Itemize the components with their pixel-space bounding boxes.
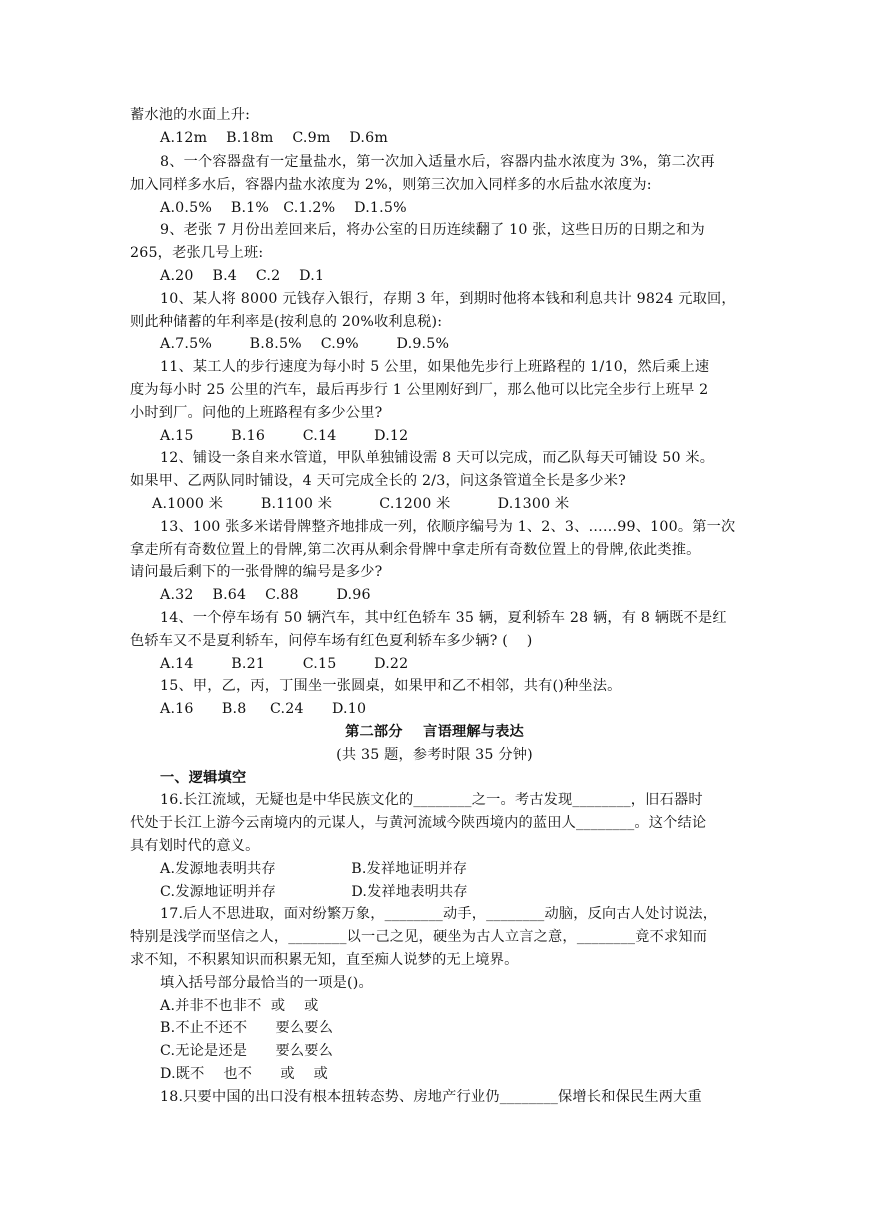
answer-options: A.0.5% B.1% C.1.2% D.1.5% xyxy=(160,200,407,216)
text-line: 求不知，不积累知识而积累无知，直至痴人说梦的无上境界。 xyxy=(130,952,519,968)
answer-options: A.15 B.16 C.14 D.12 xyxy=(160,428,409,444)
text-line: 加入同样多水后，容器内盐水浓度为 2%，则第三次加入同样多的水后盐水浓度为: xyxy=(130,177,652,193)
question-9: 9、老张 7 月份出差回来后，将办公室的日历连续翻了 10 张，这些日历的日期之和为 xyxy=(160,222,705,238)
text-line: 请问最后剩下的一张骨牌的编号是多少? xyxy=(130,564,383,580)
answer-option: B.不止不还不 要么要么 xyxy=(160,1020,334,1036)
answer-options: A.1000 米 B.1100 米 C.1200 米 D.1300 米 xyxy=(152,496,570,512)
answer-options: A.7.5% B.8.5% C.9% D.9.5% xyxy=(160,336,450,352)
text-line: 如果甲、乙两队同时铺设，4 天可完成全长的 2/3，问这条管道全长是多少米? xyxy=(130,473,626,489)
question-16: 16.长江流域，无疑也是中华民族文化的________之一。考古发现________，旧石器时 xyxy=(160,792,703,808)
question-15: 15、甲，乙，丙，丁围坐一张圆桌，如果甲和乙不相邻，共有()种坐法。 xyxy=(160,678,622,694)
answer-option: C.发源地证明并存 D.发祥地表明共存 xyxy=(160,884,468,900)
text-line: 蓄水池的水面上升: xyxy=(130,107,251,123)
answer-option: D.既不 也不 或 或 xyxy=(160,1066,329,1082)
question-prompt: 填入括号部分最恰当的一项是()。 xyxy=(160,975,373,991)
text-line: 小时到厂。问他的上班路程有多少公里? xyxy=(130,405,383,421)
section-subtitle: (共 35 题，参考时限 35 分钟) xyxy=(336,747,533,763)
question-14: 14、一个停车场有 50 辆汽车，其中红色轿车 35 辆，夏利轿车 28 辆，有 8 辆既不是红 xyxy=(160,610,727,626)
text-line: 265，老张几号上班: xyxy=(130,245,264,261)
subsection-heading: 一、逻辑填空 xyxy=(160,770,247,786)
question-17: 17.后人不思进取，面对纷繁万象，________动手，________动脑，反向古人处讨说法， xyxy=(160,906,718,922)
question-8: 8、一个容器盘有一定量盐水，第一次加入适量水后，容器内盐水浓度为 3%，第二次再 xyxy=(160,154,715,170)
text-line: 特别是浅学而坚信之人，________以一己之见，硬坐为古人立言之意，________竟不求知而 xyxy=(130,929,708,945)
text-line: 则此种储蓄的年利率是(按利息的 20%收利息税): xyxy=(130,314,443,330)
question-18: 18.只要中国的出口没有根本扭转态势、房地产行业仍________保增长和保民生两大重 xyxy=(160,1089,702,1105)
answer-option: A.发源地表明共存 B.发祥地证明并存 xyxy=(160,861,468,877)
answer-options: A.12m B.18m C.9m D.6m xyxy=(160,130,389,146)
answer-option: A.并非不也非不 或 或 xyxy=(160,998,319,1014)
text-line: 具有划时代的意义。 xyxy=(130,838,260,854)
question-12: 12、铺设一条自来水管道，甲队单独铺设需 8 天可以完成，而乙队每天可铺设 50 米。 xyxy=(160,450,715,466)
answer-options: A.20 B.4 C.2 D.1 xyxy=(160,268,325,284)
text-line: 代处于长江上游今云南境内的元谋人，与黄河流域今陕西境内的蓝田人________。这个结论 xyxy=(130,815,707,831)
text-line: 色轿车又不是夏利轿车，问停车场有红色夏利轿车多少辆? ( ) xyxy=(130,633,533,649)
question-13: 13、100 张多米诺骨牌整齐地排成一列，依顺序编号为 1、2、3、……99、100。第一次 xyxy=(160,519,736,535)
answer-options: A.16 B.8 C.24 D.10 xyxy=(160,701,367,717)
question-11: 11、某工人的步行速度为每小时 5 公里，如果他先步行上班路程的 1/10，然后乘上速 xyxy=(160,359,710,375)
answer-option: C.无论是还是 要么要么 xyxy=(160,1043,334,1059)
question-10: 10、某人将 8000 元钱存入银行，存期 3 年，到期时他将本钱和利息共计 9824 元取回， xyxy=(160,291,736,307)
text-line: 拿走所有奇数位置上的骨牌,第二次再从剩余骨牌中拿走所有奇数位置上的骨牌,依此类推。 xyxy=(130,542,701,558)
section-title: 第二部分 言语理解与表达 xyxy=(345,724,524,740)
answer-options: A.14 B.21 C.15 D.22 xyxy=(160,656,409,672)
answer-options: A.32 B.64 C.88 D.96 xyxy=(160,587,371,603)
text-line: 度为每小时 25 公里的汽车，最后再步行 1 公里刚好到厂，那么他可以比完全步行上班早 2 xyxy=(130,382,709,398)
